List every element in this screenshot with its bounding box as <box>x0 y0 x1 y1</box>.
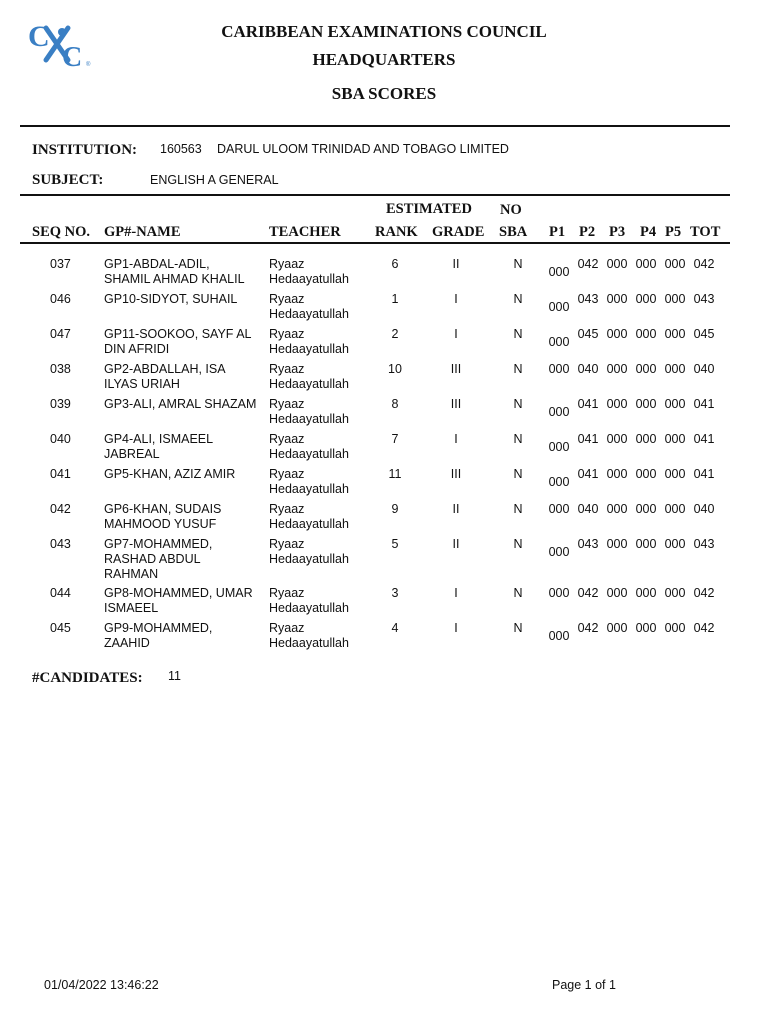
col-rank: RANK <box>375 224 418 240</box>
p2-cell: 041 <box>577 397 599 411</box>
rank-cell: 7 <box>391 432 399 446</box>
p3-cell: 000 <box>606 257 628 271</box>
teacher-cell: Ryaaz <box>269 292 305 306</box>
hq-title: HEADQUARTERS <box>312 50 456 69</box>
col-p2: P2 <box>579 224 596 240</box>
teacher-cell: Ryaaz <box>269 397 305 411</box>
institution-code: 160563 <box>160 142 202 156</box>
tot-cell: 041 <box>693 397 715 411</box>
tot-cell: 042 <box>693 621 715 635</box>
no-sba-cell: N <box>513 397 523 411</box>
col-seq: SEQ NO. <box>32 224 91 240</box>
col-estimated: ESTIMATED <box>386 201 472 217</box>
rank-cell: 9 <box>391 502 399 516</box>
tot-cell: 040 <box>693 362 715 376</box>
p2-cell: 041 <box>577 467 599 481</box>
tot-cell: 045 <box>693 327 715 341</box>
col-grade: GRADE <box>432 224 485 240</box>
p5-cell: 000 <box>664 292 686 306</box>
p1-cell: 000 <box>548 475 570 489</box>
p4-cell: 000 <box>635 362 657 376</box>
institution-label: INSTITUTION: <box>32 142 138 158</box>
teacher-cell: Hedaayatullah <box>269 342 349 356</box>
divider-header <box>20 242 730 244</box>
teacher-cell: Hedaayatullah <box>269 272 349 286</box>
seq-cell: 042 <box>50 502 71 516</box>
grade-cell: I <box>454 292 458 306</box>
p5-cell: 000 <box>664 327 686 341</box>
p5-cell: 000 <box>664 467 686 481</box>
name-cell: GP8-MOHAMMED, UMAR <box>104 586 253 600</box>
p1-cell: 000 <box>548 586 570 600</box>
p1-cell: 000 <box>548 440 570 454</box>
col-name: GP#-NAME <box>104 224 181 240</box>
seq-cell: 046 <box>50 292 71 306</box>
p2-cell: 043 <box>577 537 599 551</box>
grade-cell: I <box>454 586 458 600</box>
svg-text:®: ® <box>86 62 91 68</box>
p4-cell: 000 <box>635 467 657 481</box>
teacher-cell: Hedaayatullah <box>269 636 349 650</box>
col-tot: TOT <box>690 224 721 240</box>
p4-cell: 000 <box>635 292 657 306</box>
name-cell: GP3-ALI, AMRAL SHAZAM <box>104 397 257 411</box>
p5-cell: 000 <box>664 432 686 446</box>
tot-cell: 042 <box>693 586 715 600</box>
p4-cell: 000 <box>635 537 657 551</box>
org-title: CARIBBEAN EXAMINATIONS COUNCIL <box>221 22 547 41</box>
p4-cell: 000 <box>635 257 657 271</box>
svg-text:C: C <box>28 20 50 53</box>
rank-cell: 11 <box>388 467 402 481</box>
p1-cell: 000 <box>548 405 570 419</box>
name-cell: ZAAHID <box>104 636 150 650</box>
rank-cell: 3 <box>391 586 399 600</box>
teacher-cell: Hedaayatullah <box>269 377 349 391</box>
rank-cell: 10 <box>388 362 402 376</box>
rank-cell: 4 <box>391 621 399 635</box>
name-cell: GP6-KHAN, SUDAIS <box>104 502 222 516</box>
tot-cell: 043 <box>693 292 715 306</box>
teacher-cell: Ryaaz <box>269 257 305 271</box>
name-cell: JABREAL <box>104 447 160 461</box>
tot-cell: 042 <box>693 257 715 271</box>
p1-cell: 000 <box>548 502 570 516</box>
name-cell: GP4-ALI, ISMAEEL <box>104 432 214 446</box>
no-sba-cell: N <box>513 502 523 516</box>
p2-cell: 045 <box>577 327 599 341</box>
grade-cell: I <box>454 621 458 635</box>
tot-cell: 043 <box>693 537 715 551</box>
p3-cell: 000 <box>606 537 628 551</box>
grade-cell: III <box>450 397 462 411</box>
candidates-count: 11 <box>168 669 181 683</box>
p3-cell: 000 <box>606 432 628 446</box>
p4-cell: 000 <box>635 586 657 600</box>
p2-cell: 040 <box>577 502 599 516</box>
p1-cell: 000 <box>548 300 570 314</box>
no-sba-cell: N <box>513 621 523 635</box>
seq-cell: 043 <box>50 537 71 551</box>
grade-cell: II <box>452 537 460 551</box>
p1-cell: 000 <box>548 265 570 279</box>
name-cell: MAHMOOD YUSUF <box>104 517 217 531</box>
p1-cell: 000 <box>548 335 570 349</box>
p2-cell: 042 <box>577 621 599 635</box>
p5-cell: 000 <box>664 586 686 600</box>
p1-cell: 000 <box>548 629 570 643</box>
grade-cell: I <box>454 432 458 446</box>
seq-cell: 040 <box>50 432 71 446</box>
teacher-cell: Hedaayatullah <box>269 482 349 496</box>
teacher-cell: Hedaayatullah <box>269 307 349 321</box>
col-p3: P3 <box>609 224 626 240</box>
name-cell: SHAMIL AHMAD KHALIL <box>104 272 245 286</box>
tot-cell: 040 <box>693 502 715 516</box>
name-cell: DIN AFRIDI <box>104 342 170 356</box>
p2-cell: 042 <box>577 586 599 600</box>
divider-top <box>20 125 730 127</box>
grade-cell: III <box>450 467 462 481</box>
rank-cell: 2 <box>391 327 399 341</box>
teacher-cell: Hedaayatullah <box>269 601 349 615</box>
svg-text:C: C <box>62 42 83 70</box>
grade-cell: II <box>452 257 460 271</box>
p3-cell: 000 <box>606 621 628 635</box>
rank-cell: 5 <box>391 537 399 551</box>
col-no: NO <box>500 202 522 218</box>
name-cell: ISMAEEL <box>104 601 159 615</box>
col-teacher: TEACHER <box>269 224 341 240</box>
p4-cell: 000 <box>635 502 657 516</box>
seq-cell: 039 <box>50 397 71 411</box>
p4-cell: 000 <box>635 432 657 446</box>
teacher-cell: Ryaaz <box>269 362 305 376</box>
seq-cell: 037 <box>50 257 71 271</box>
seq-cell: 038 <box>50 362 71 376</box>
name-cell: RAHMAN <box>104 567 159 581</box>
col-p1: P1 <box>549 224 566 240</box>
p3-cell: 000 <box>606 467 628 481</box>
p5-cell: 000 <box>664 362 686 376</box>
name-cell: GP10-SIDYOT, SUHAIL <box>104 292 238 306</box>
p1-cell: 000 <box>548 545 570 559</box>
timestamp: 01/04/2022 13:46:22 <box>44 978 159 992</box>
p5-cell: 000 <box>664 502 686 516</box>
teacher-cell: Ryaaz <box>269 621 305 635</box>
teacher-cell: Hedaayatullah <box>269 447 349 461</box>
p5-cell: 000 <box>664 257 686 271</box>
p4-cell: 000 <box>635 397 657 411</box>
grade-cell: II <box>452 502 460 516</box>
teacher-cell: Ryaaz <box>269 537 305 551</box>
p3-cell: 000 <box>606 586 628 600</box>
grade-cell: III <box>450 362 462 376</box>
institution-name: DARUL ULOOM TRINIDAD AND TOBAGO LIMITED <box>217 142 509 156</box>
name-cell: RASHAD ABDUL <box>104 552 201 566</box>
p3-cell: 000 <box>606 502 628 516</box>
subject-label: SUBJECT: <box>32 172 104 188</box>
p4-cell: 000 <box>635 327 657 341</box>
seq-cell: 045 <box>50 621 71 635</box>
teacher-cell: Ryaaz <box>269 467 305 481</box>
name-cell: GP11-SOOKOO, SAYF AL <box>104 327 252 341</box>
no-sba-cell: N <box>513 292 523 306</box>
seq-cell: 047 <box>50 327 71 341</box>
teacher-cell: Ryaaz <box>269 432 305 446</box>
seq-cell: 044 <box>50 586 71 600</box>
no-sba-cell: N <box>513 327 523 341</box>
no-sba-cell: N <box>513 586 523 600</box>
p1-cell: 000 <box>548 362 570 376</box>
report-title: SBA SCORES <box>331 84 437 103</box>
grade-cell: I <box>454 327 458 341</box>
teacher-cell: Hedaayatullah <box>269 517 349 531</box>
col-p4: P4 <box>640 224 657 240</box>
tot-cell: 041 <box>693 432 715 446</box>
name-cell: ILYAS URIAH <box>104 377 180 391</box>
p4-cell: 000 <box>635 621 657 635</box>
col-p5: P5 <box>665 224 682 240</box>
no-sba-cell: N <box>513 537 523 551</box>
rank-cell: 8 <box>391 397 399 411</box>
p2-cell: 042 <box>577 257 599 271</box>
name-cell: GP1-ABDAL-ADIL, <box>104 257 210 271</box>
p3-cell: 000 <box>606 397 628 411</box>
name-cell: GP7-MOHAMMED, <box>104 537 213 551</box>
col-sba: SBA <box>499 224 528 240</box>
teacher-cell: Hedaayatullah <box>269 412 349 426</box>
divider-mid <box>20 194 730 196</box>
p2-cell: 043 <box>577 292 599 306</box>
name-cell: GP2-ABDALLAH, ISA <box>104 362 226 376</box>
teacher-cell: Ryaaz <box>269 502 305 516</box>
rank-cell: 1 <box>391 292 399 306</box>
subject-value: ENGLISH A GENERAL <box>150 173 279 187</box>
p5-cell: 000 <box>664 621 686 635</box>
teacher-cell: Hedaayatullah <box>269 552 349 566</box>
teacher-cell: Ryaaz <box>269 327 305 341</box>
seq-cell: 041 <box>50 467 71 481</box>
candidates-label: #CANDIDATES: <box>32 670 143 686</box>
p3-cell: 000 <box>606 292 628 306</box>
p3-cell: 000 <box>606 362 628 376</box>
no-sba-cell: N <box>513 467 523 481</box>
tot-cell: 041 <box>693 467 715 481</box>
p5-cell: 000 <box>664 537 686 551</box>
p5-cell: 000 <box>664 397 686 411</box>
no-sba-cell: N <box>513 257 523 271</box>
p3-cell: 000 <box>606 327 628 341</box>
no-sba-cell: N <box>513 362 523 376</box>
teacher-cell: Ryaaz <box>269 586 305 600</box>
rank-cell: 6 <box>391 257 399 271</box>
name-cell: GP9-MOHAMMED, <box>104 621 213 635</box>
page-number: Page 1 of 1 <box>552 978 616 992</box>
name-cell: GP5-KHAN, AZIZ AMIR <box>104 467 236 481</box>
p2-cell: 041 <box>577 432 599 446</box>
p2-cell: 040 <box>577 362 599 376</box>
no-sba-cell: N <box>513 432 523 446</box>
